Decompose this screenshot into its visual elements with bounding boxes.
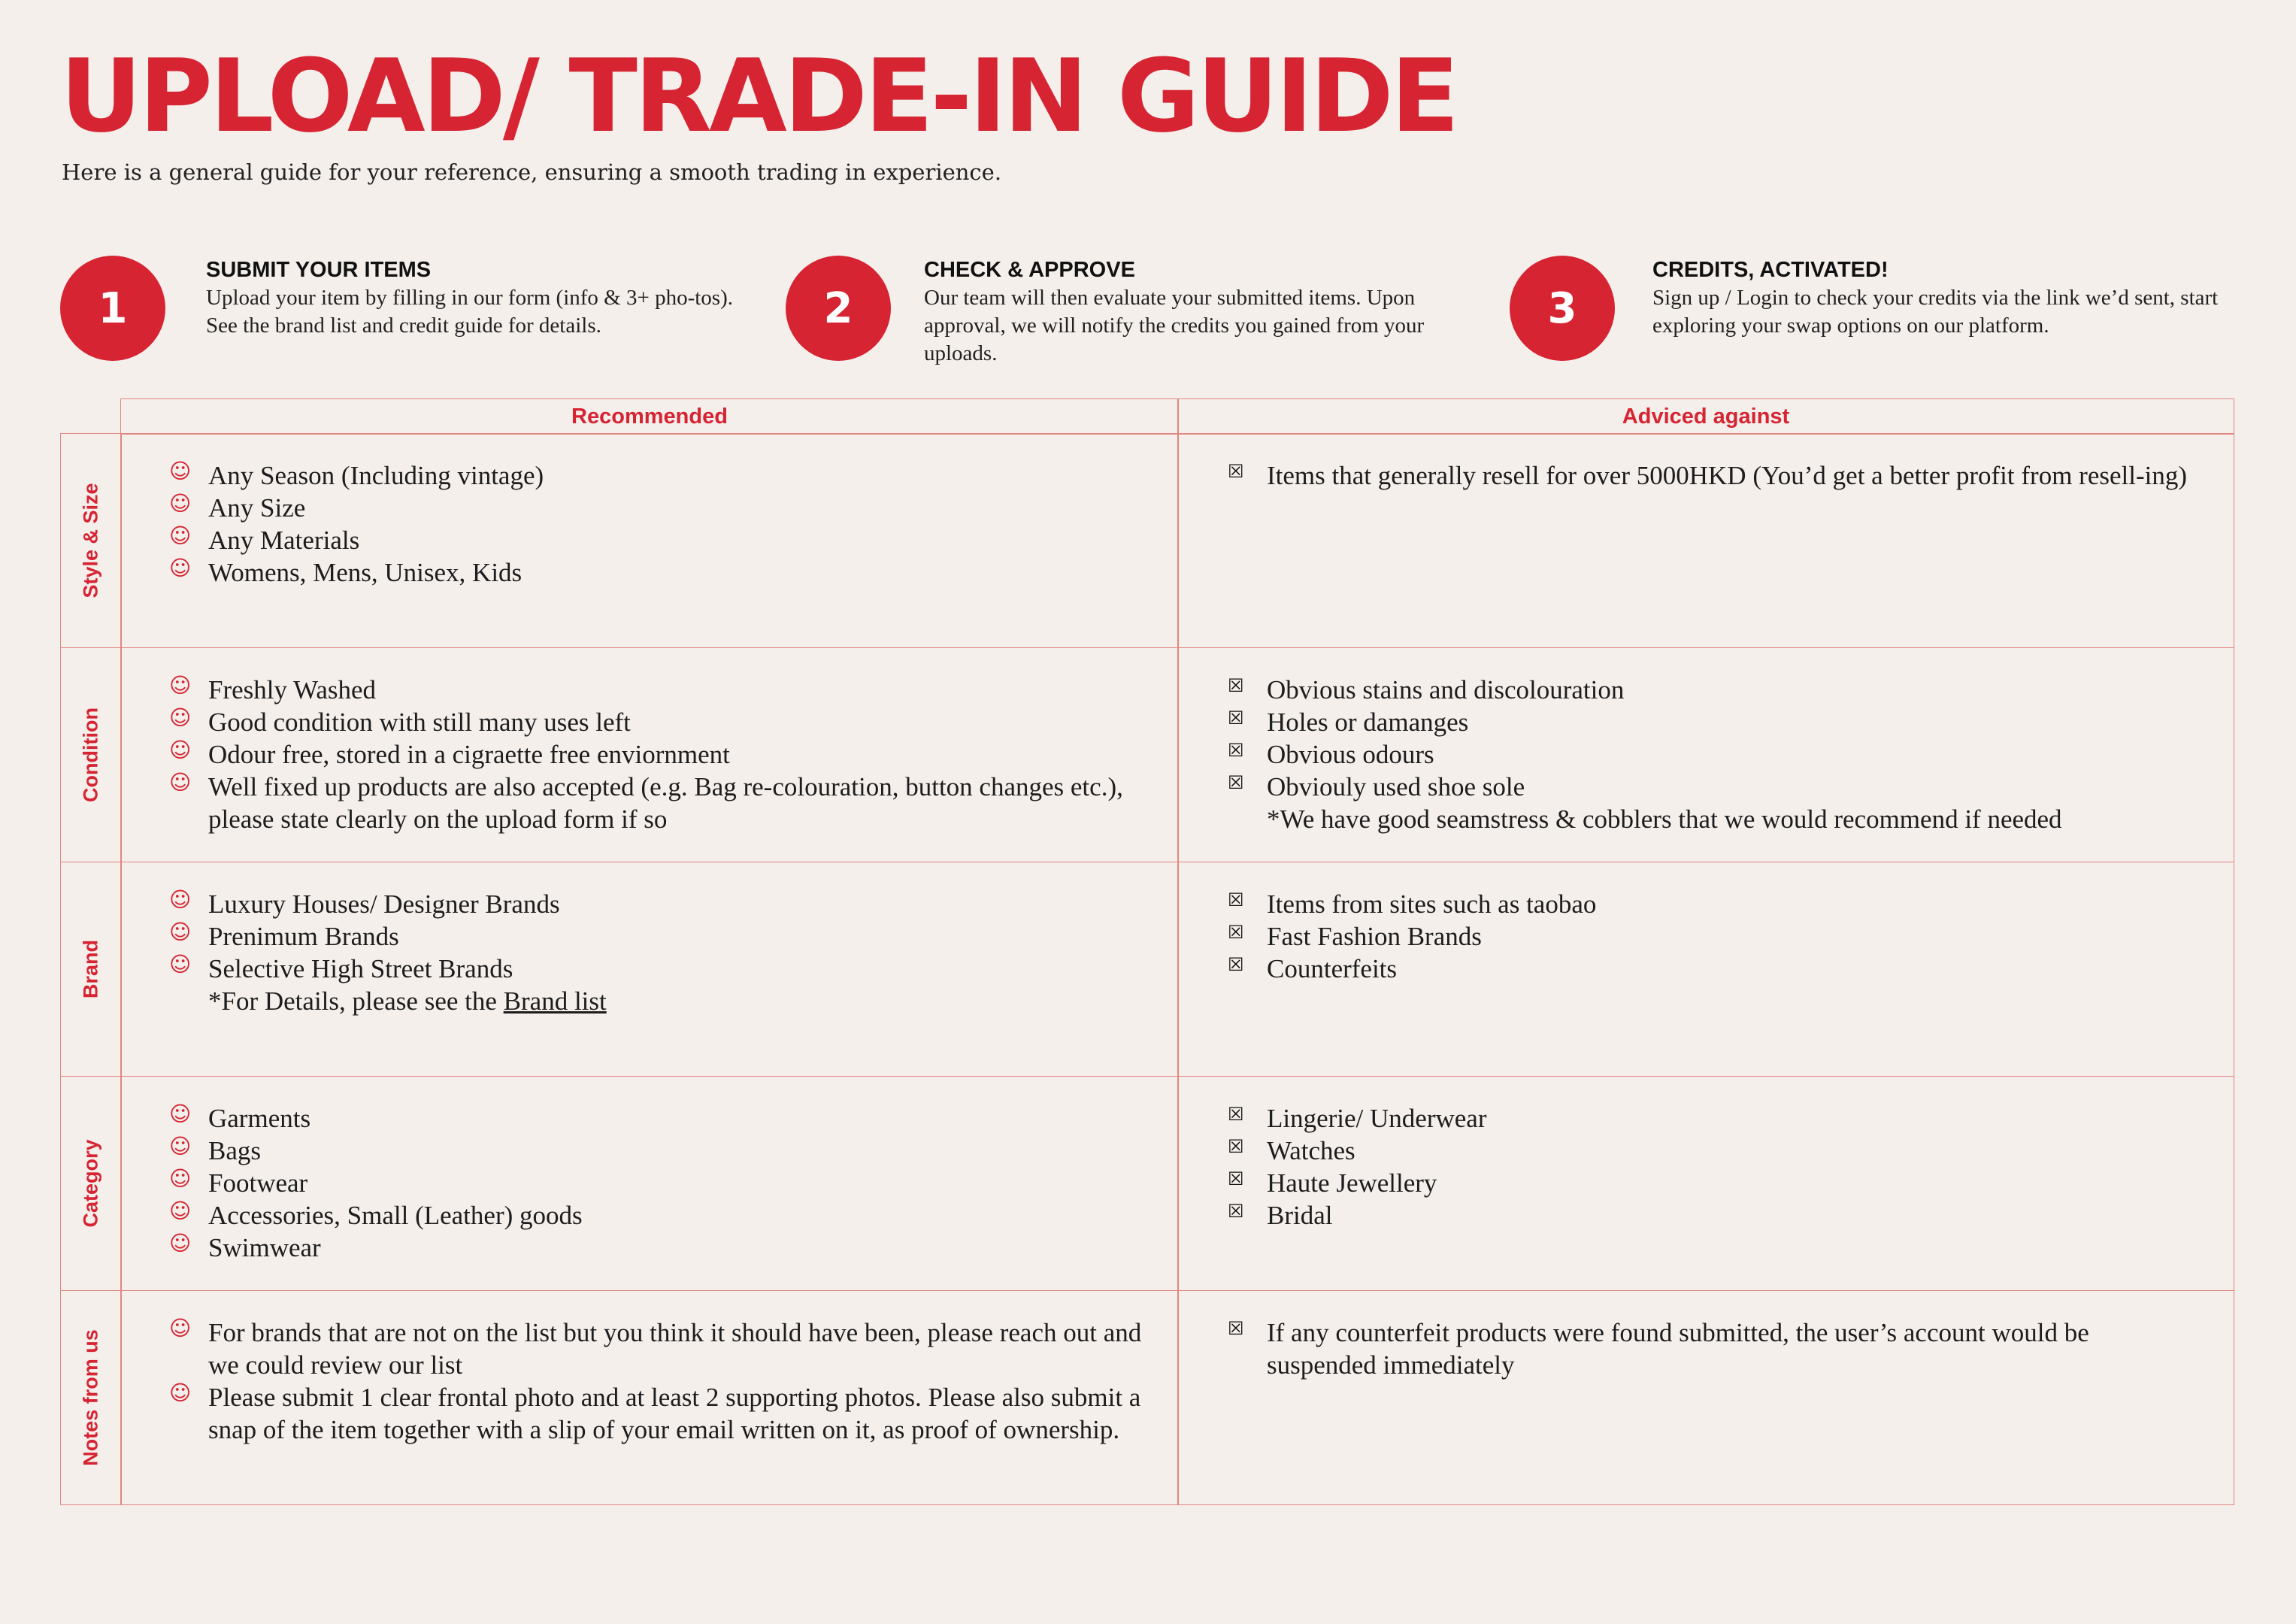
smiley-icon: ☺ bbox=[169, 523, 192, 548]
list-item bbox=[169, 524, 1148, 556]
list-item bbox=[1228, 459, 2204, 492]
list-item-text: Fast Fashion Brands bbox=[1267, 922, 1482, 951]
list-item bbox=[1228, 1167, 2204, 1199]
row-label-text: Condition bbox=[79, 707, 102, 802]
row-label-notes-from-us bbox=[60, 1290, 122, 1505]
list-item-text: For brands that are not on the list but you think it should have been, please reach out and we could review our list bbox=[208, 1318, 1142, 1380]
list-item-text: Womens, Mens, Unisex, Kids bbox=[208, 558, 523, 587]
advised-against-list bbox=[1228, 1316, 2204, 1381]
list-item bbox=[1228, 674, 2204, 706]
list-item-text: Swimwear bbox=[208, 1233, 321, 1262]
column-header-recommended: Recommended bbox=[120, 398, 1179, 435]
list-item-text: Items from sites such as taobao bbox=[1267, 889, 1597, 919]
list-item-text: Any Size bbox=[208, 493, 306, 523]
list-item bbox=[1228, 771, 2204, 803]
list-item-text: Any Materials bbox=[208, 526, 360, 555]
cross-box-icon: ☒ bbox=[1228, 889, 1244, 910]
list-item-text: Lingerie/ Underwear bbox=[1267, 1104, 1487, 1133]
cross-box-icon: ☒ bbox=[1228, 675, 1244, 696]
list-item-text: Well fixed up products are also accepted (e.g. Bag re-colouration, button changes etc.), please state clearly on the upload form if so bbox=[208, 772, 1123, 834]
cross-box-icon: ☒ bbox=[1228, 1136, 1244, 1157]
recommended-cell bbox=[120, 433, 1179, 648]
step-description: Upload your item by filling in our form (info & 3+ pho-tos). See the brand list and credit guide for details. bbox=[206, 286, 733, 338]
smiley-icon: ☺ bbox=[169, 952, 192, 977]
recommended-list bbox=[169, 888, 1148, 1017]
step-title: SUBMIT YOUR ITEMS bbox=[206, 258, 432, 282]
list-item-text: Items that generally resell for over 5000HKD (You’d get a better profit from resell-ing) bbox=[1267, 461, 2187, 490]
advised-against-cell bbox=[1177, 433, 2234, 648]
column-header-advised-against: Adviced against bbox=[1177, 398, 2234, 435]
step-description: Sign up / Login to check your credits via the link we’d sent, start exploring your swap options on our platform. bbox=[1652, 286, 2219, 338]
cross-box-icon: ☒ bbox=[1228, 1201, 1244, 1222]
list-item bbox=[169, 1167, 1148, 1199]
list-item bbox=[169, 1102, 1148, 1135]
row-label-text: Brand bbox=[79, 939, 102, 999]
list-item bbox=[1228, 920, 2204, 953]
recommended-cell bbox=[120, 862, 1179, 1077]
smiley-icon: ☺ bbox=[169, 459, 192, 483]
brand-list-link[interactable]: Brand list bbox=[503, 986, 607, 1016]
list-item bbox=[169, 1135, 1148, 1167]
recommended-list bbox=[169, 1316, 1148, 1446]
recommended-cell bbox=[120, 1076, 1179, 1291]
smiley-icon: ☺ bbox=[169, 1166, 192, 1191]
list-item-text: Counterfeits bbox=[1267, 954, 1398, 983]
step-number-badge: 3 bbox=[1510, 256, 1615, 361]
list-item-text: Odour free, stored in a cigraette free enviornment bbox=[208, 740, 730, 769]
recommended-list bbox=[169, 459, 1148, 589]
list-item-text: Any Season (Including vintage) bbox=[208, 461, 544, 490]
smiley-icon: ☺ bbox=[169, 738, 192, 762]
smiley-icon: ☺ bbox=[169, 770, 192, 795]
cross-box-icon: ☒ bbox=[1228, 707, 1244, 729]
cross-box-icon: ☒ bbox=[1228, 1318, 1244, 1339]
advised-against-cell bbox=[1177, 1076, 2234, 1291]
list-item-text: Obvious odours bbox=[1267, 740, 1434, 769]
list-item bbox=[169, 771, 1148, 835]
list-item bbox=[169, 706, 1148, 738]
list-item-text: Accessories, Small (Leather) goods bbox=[208, 1201, 583, 1230]
cross-box-icon: ☒ bbox=[1228, 1104, 1244, 1125]
list-item bbox=[1228, 888, 2204, 920]
smiley-icon: ☺ bbox=[169, 556, 192, 580]
list-item bbox=[169, 1232, 1148, 1264]
list-item bbox=[1228, 1316, 2204, 1381]
list-item-text: Selective High Street Brands bbox=[208, 954, 513, 983]
step-number-badge: 1 bbox=[60, 256, 165, 361]
list-item-text: Garments bbox=[208, 1104, 311, 1133]
recommended-cell bbox=[120, 647, 1179, 862]
advised-against-list bbox=[1228, 888, 2204, 985]
cross-box-icon: ☒ bbox=[1228, 461, 1244, 482]
advised-against-note: *We have good seamstress & cobblers that we would recommend if needed bbox=[1267, 804, 2062, 834]
smiley-icon: ☺ bbox=[169, 1101, 192, 1126]
recommended-list bbox=[169, 1102, 1148, 1264]
step-title: CREDITS, ACTIVATED! bbox=[1652, 258, 1889, 282]
list-item bbox=[1228, 953, 2204, 985]
list-item bbox=[169, 738, 1148, 771]
row-label-style-size bbox=[60, 433, 122, 648]
row-label-text: Style & Size bbox=[79, 483, 102, 598]
list-item-text: Obvioulу used shoe sole bbox=[1267, 772, 1525, 801]
row-label-category bbox=[60, 1076, 122, 1291]
list-item bbox=[1228, 1199, 2204, 1232]
list-item-text: Good condition with still many uses left bbox=[208, 707, 631, 737]
cross-box-icon: ☒ bbox=[1228, 954, 1244, 975]
list-item bbox=[169, 888, 1148, 920]
row-label-text: Notes from us bbox=[79, 1329, 102, 1466]
list-item-text: Obvious stains and discolouration bbox=[1267, 675, 1625, 704]
list-item-text: Luxury Houses/ Designer Brands bbox=[208, 889, 560, 919]
cross-box-icon: ☒ bbox=[1228, 1168, 1244, 1189]
smiley-icon: ☺ bbox=[169, 887, 192, 912]
smiley-icon: ☺ bbox=[169, 491, 192, 516]
brand-list-note bbox=[169, 985, 1148, 1017]
list-item bbox=[1228, 738, 2204, 771]
step-description: Our team will then evaluate your submitted items. Upon approval, we will notify the credits you gained from your uploads. bbox=[924, 286, 1425, 365]
advised-against-list bbox=[1228, 1102, 2204, 1232]
list-item-text: Haute Jewellery bbox=[1267, 1168, 1437, 1198]
list-item-text: Watches bbox=[1267, 1136, 1355, 1165]
list-item-text: Bridal bbox=[1267, 1201, 1333, 1230]
advised-against-cell bbox=[1177, 647, 2234, 862]
list-item-text: Bags bbox=[208, 1136, 261, 1165]
list-item-text: Footwear bbox=[208, 1168, 308, 1198]
advised-against-cell bbox=[1177, 862, 2234, 1077]
list-item bbox=[169, 674, 1148, 706]
recommended-list bbox=[169, 674, 1148, 835]
row-label-condition bbox=[60, 647, 122, 862]
recommended-cell bbox=[120, 1290, 1179, 1505]
list-item bbox=[169, 1199, 1148, 1232]
list-item-text: Holes or damanges bbox=[1267, 707, 1469, 737]
list-item bbox=[169, 1316, 1148, 1381]
page-title: UPLOAD/ TRADE-IN GUIDE bbox=[60, 38, 1457, 155]
list-item bbox=[169, 459, 1148, 492]
smiley-icon: ☺ bbox=[169, 673, 192, 698]
step-title: CHECK & APPROVE bbox=[924, 258, 1135, 282]
smiley-icon: ☺ bbox=[169, 1316, 192, 1341]
cross-box-icon: ☒ bbox=[1228, 922, 1244, 943]
list-item bbox=[169, 1381, 1148, 1446]
list-item bbox=[1228, 1102, 2204, 1135]
smiley-icon: ☺ bbox=[169, 1231, 192, 1256]
smiley-icon: ☺ bbox=[169, 1134, 192, 1159]
cross-box-icon: ☒ bbox=[1228, 772, 1244, 793]
advised-against-list bbox=[1228, 459, 2204, 492]
smiley-icon: ☺ bbox=[169, 1380, 192, 1405]
row-label-text: Category bbox=[79, 1139, 102, 1228]
smiley-icon: ☺ bbox=[169, 920, 192, 944]
list-item bbox=[169, 556, 1148, 589]
list-item bbox=[169, 953, 1148, 985]
list-item bbox=[169, 920, 1148, 953]
list-item-text: Prenimum Brands bbox=[208, 922, 399, 951]
note-prefix: *For Details, please see the bbox=[208, 986, 504, 1016]
advised-against-cell bbox=[1177, 1290, 2234, 1505]
cross-box-icon: ☒ bbox=[1228, 740, 1244, 761]
list-item bbox=[1228, 706, 2204, 738]
list-item-text: Please submit 1 clear frontal photo and at least 2 supporting photos. Please also submit a snap of the item together with a slip of your email written on it, as proof of ownership. bbox=[208, 1383, 1141, 1444]
list-item bbox=[1228, 1135, 2204, 1167]
smiley-icon: ☺ bbox=[169, 705, 192, 730]
list-item-text: If any counterfeit products were found submitted, the user’s account would be suspended immediately bbox=[1267, 1318, 2089, 1380]
page-subtitle: Here is a general guide for your reference, ensuring a smooth trading in experience. bbox=[62, 159, 1002, 185]
row-label-brand bbox=[60, 862, 122, 1077]
advised-against-list bbox=[1228, 674, 2204, 835]
step-number-badge: 2 bbox=[786, 256, 891, 361]
smiley-icon: ☺ bbox=[169, 1198, 192, 1223]
list-item bbox=[169, 492, 1148, 524]
list-item-text: Freshly Washed bbox=[208, 675, 377, 704]
